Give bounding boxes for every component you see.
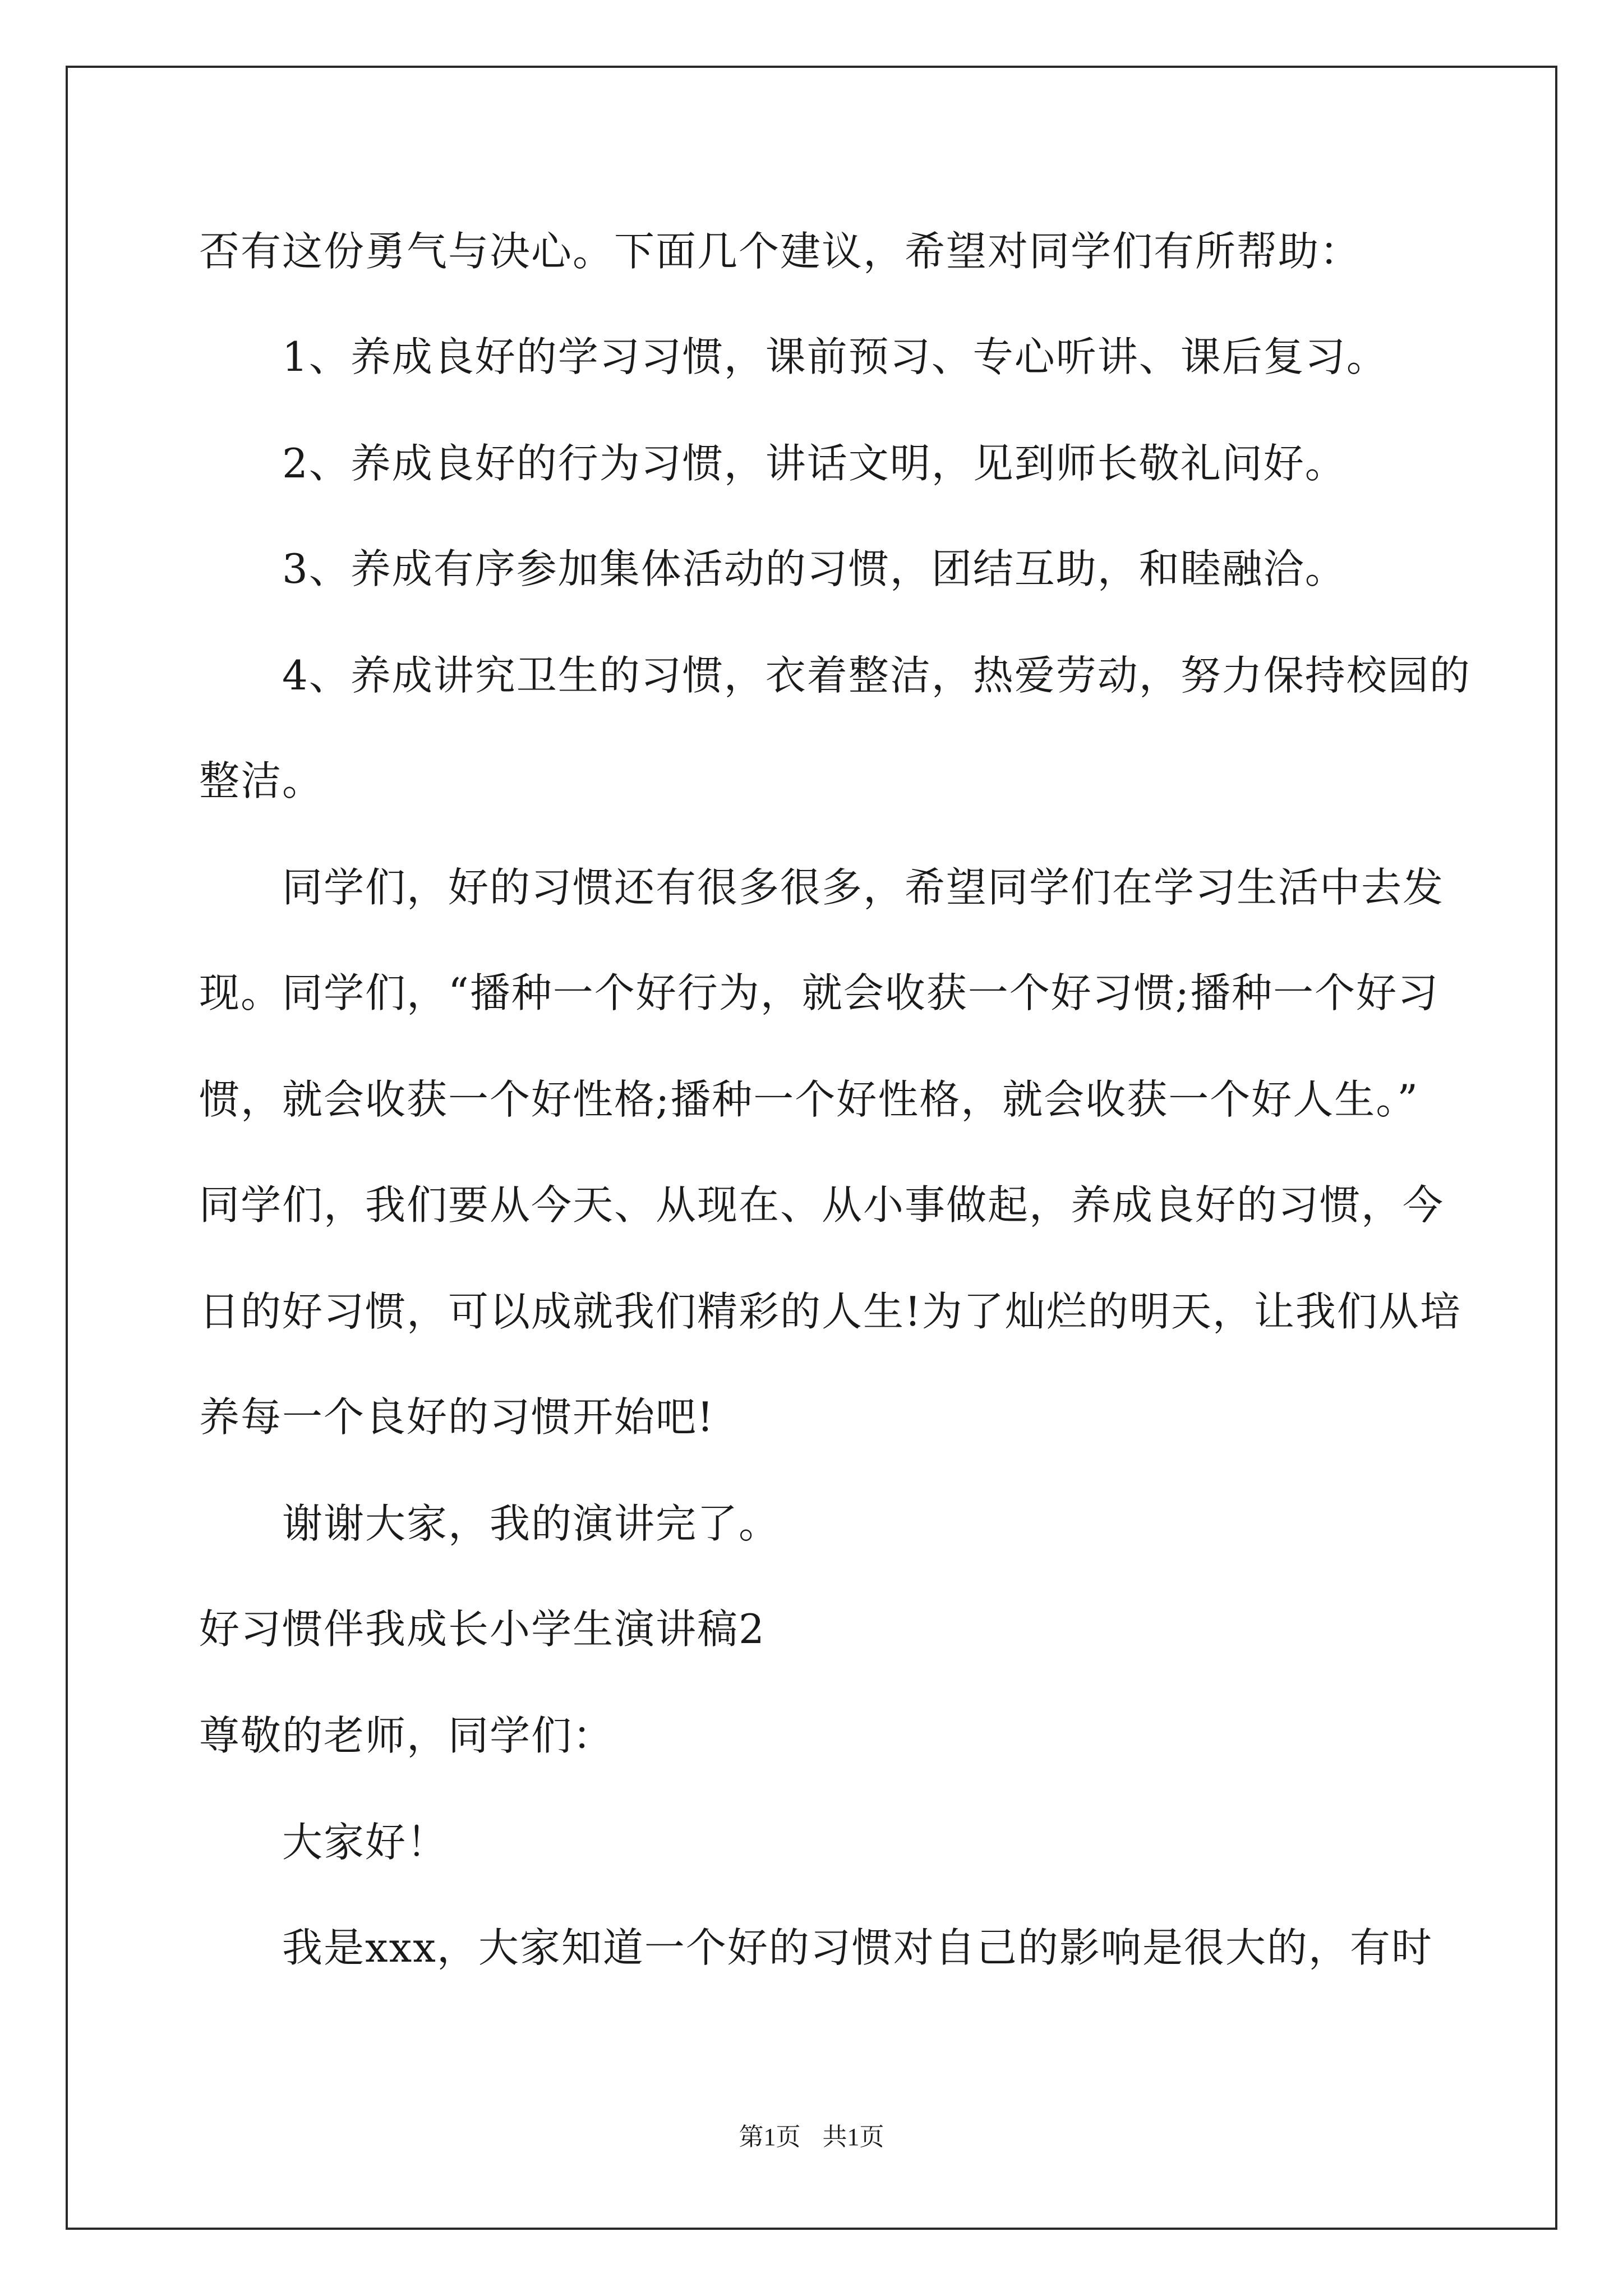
text-line: 整洁。 xyxy=(199,757,324,804)
text-line: 现。同学们，“播种一个好行为，就会收获一个好习惯;播种一个好习 xyxy=(199,969,1440,1016)
list-item-2: 2、养成良好的行为习惯，讲话文明，见到师长敬礼问好。 xyxy=(282,440,1347,487)
paragraph-start: 同学们，好的习惯还有很多很多，希望同学们在学习生活中去发 xyxy=(282,864,1445,911)
greeting: 大家好！ xyxy=(282,1819,449,1866)
text-line: 否有这份勇气与决心。下面几个建议，希望对同学们有所帮助： xyxy=(199,228,1362,275)
text-line: 同学们，我们要从今天、从现在、从小事做起，养成良好的习惯，今 xyxy=(199,1181,1445,1228)
page-total: 共1页 xyxy=(822,2123,884,2151)
text-line: 日的好习惯，可以成就我们精彩的人生!为了灿烂的明天，让我们从培 xyxy=(199,1288,1461,1335)
text-line: 养每一个良好的习惯开始吧! xyxy=(199,1393,714,1441)
list-item-4: 4、养成讲究卫生的习惯，衣着整洁，热爱劳动，努力保持校园的 xyxy=(282,652,1471,699)
list-item-1: 1、养成良好的学习习惯，课前预习、专心听讲、课后复习。 xyxy=(282,333,1388,380)
list-item-3: 3、养成有序参加集体活动的习惯，团结互助，和睦融洽。 xyxy=(282,545,1347,592)
page-frame xyxy=(66,66,1557,2230)
page-footer xyxy=(0,2120,1623,2154)
text-line: 惯，就会收获一个好性格;播种一个好性格，就会收获一个好人生。” xyxy=(199,1076,1419,1123)
section-title: 好习惯伴我成长小学生演讲稿2 xyxy=(199,1605,766,1653)
paragraph-start: 我是xxx，大家知道一个好的习惯对自己的影响是很大的，有时 xyxy=(282,1924,1433,1971)
closing-line: 谢谢大家，我的演讲完了。 xyxy=(282,1500,781,1547)
page-number: 第1页 xyxy=(739,2123,801,2151)
salutation: 尊敬的老师，同学们： xyxy=(199,1712,615,1759)
